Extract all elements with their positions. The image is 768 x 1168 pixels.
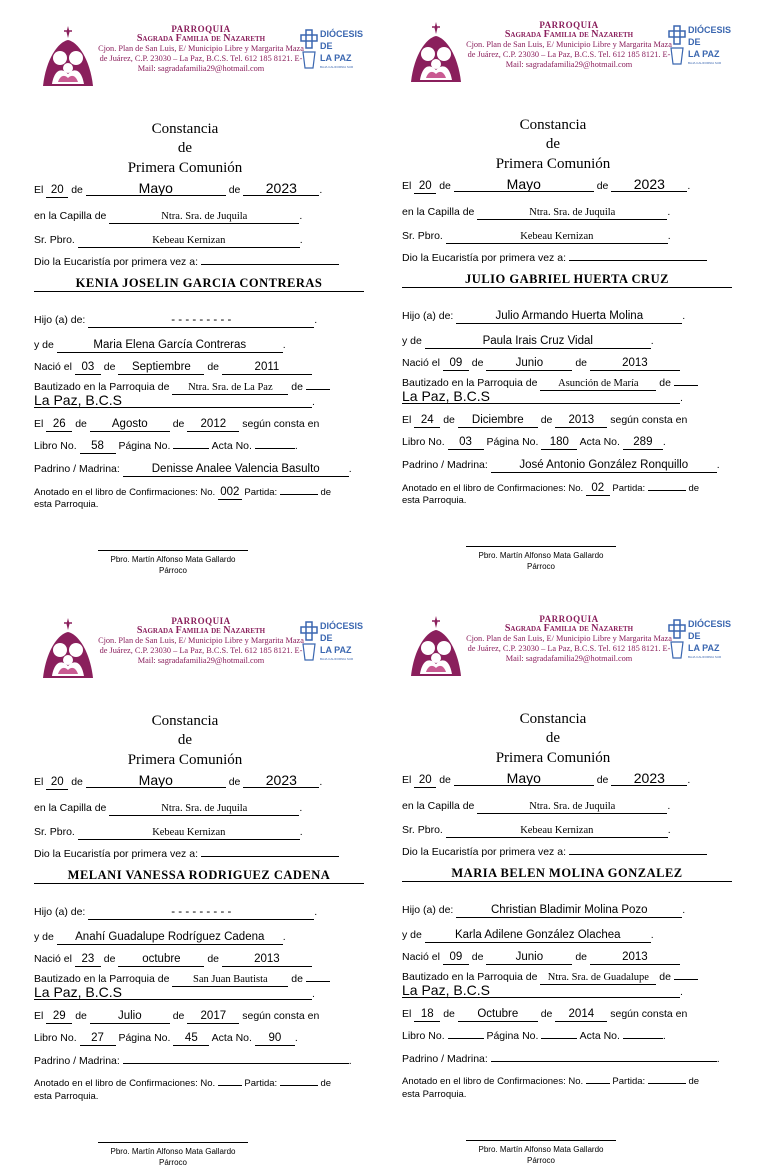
bap-day: 24 [414, 414, 440, 428]
priest-value: Kebeau Kernizan [446, 824, 668, 838]
parish-note: esta Parroquia. [402, 495, 467, 506]
parish-name: Sagrada Familia de Nazareth [136, 625, 266, 636]
baptism-parish: San Juan Bautista [172, 973, 288, 987]
baptism-place-row: La Paz, B.C.S . [34, 392, 315, 408]
parish-address: Cjon. Plan de San Luis, E/ Municipio Libre y Margarita Maza de Juárez, C.P. 23030 – La Paz, B.C.S. Tel. 612 185 8121. E-Mail: sagradafamilia29@hotmail.com [98, 44, 304, 73]
mother-row: y de Karla Adilene González Olachea . [402, 929, 654, 941]
eucharist-row: Dio la Eucaristía por primera vez a: [402, 252, 707, 264]
certificate-header [0, 20, 370, 120]
month-value: Mayo [86, 182, 226, 196]
certificate-4 [368, 610, 738, 1165]
father-value: Julio Armando Huerta Molina [456, 310, 682, 324]
parish-address: Cjon. Plan de San Luis, E/ Municipio Libre y Margarita Maza de Juárez, C.P. 23030 – La Paz, B.C.S. Tel. 612 185 8121. E-Mail: sagradafamilia29@hotmail.com [466, 634, 672, 663]
bap-year: 2017 [187, 1010, 239, 1024]
month-value: Mayo [86, 774, 226, 788]
eucharist-row: Dio la Eucaristía por primera vez a: [34, 848, 339, 860]
chapel-value: Ntra. Sra. de Juquila [109, 210, 299, 224]
signature-name: Pbro. Martín Alfonso Mata Gallardo [478, 1145, 604, 1154]
baptism-place-row: La Paz, B.C.S . [34, 984, 315, 1000]
bap-month: Agosto [90, 418, 170, 432]
certificate-header [0, 612, 370, 712]
baptism-parish: Asunción de María [540, 377, 656, 391]
birth-day: 09 [443, 951, 469, 965]
baptism-date-row: El 24 de Diciembre de 2013 según consta en [402, 414, 688, 426]
diocese-line3: LA PAZ [688, 643, 720, 653]
parish-label: PARROQUIA [171, 616, 231, 626]
signature-name: Pbro. Martín Alfonso Mata Gallardo [478, 551, 604, 560]
diocese-logo [668, 22, 738, 78]
title-line2: de [177, 140, 193, 156]
birth-row: Nació el 09 de Junio de 2013 [402, 357, 680, 371]
certificate-2 [368, 16, 738, 576]
priest-row: Sr. Pbro. Kebeau Kernizan . [402, 824, 671, 836]
birth-row: Nació el 09 de Junio de 2013 [402, 951, 680, 965]
baptism-place: La Paz, B.C.S [34, 394, 312, 408]
birth-month: octubre [118, 953, 204, 967]
signature-name: Pbro. Martín Alfonso Mata Gallardo [110, 555, 236, 564]
godparent-value [123, 1063, 349, 1064]
communicant-name: MELANI VANESSA RODRIGUEZ CADENA [34, 868, 364, 884]
diocese-line3: LA PAZ [320, 53, 352, 63]
diocese-cross-icon [301, 622, 317, 660]
birth-year: 2013 [222, 953, 312, 967]
book-value: 27 [80, 1032, 116, 1046]
mother-value: Maria Elena García Contreras [57, 339, 283, 353]
birth-day: 09 [443, 357, 469, 371]
act-value [255, 448, 295, 449]
eucharist-row: Dio la Eucaristía por primera vez a: [402, 846, 707, 858]
priest-row: Sr. Pbro. Kebeau Kernizan . [34, 826, 303, 838]
diocese-line1: DIÓCESIS [320, 621, 364, 631]
godparent-value: Denisse Analee Valencia Basulto [123, 463, 349, 477]
title-line2: de [177, 732, 193, 748]
act-value [623, 1038, 663, 1039]
holy-family-logo-icon [38, 616, 98, 686]
book-row: Libro No. Página No. Acta No. . [402, 1030, 666, 1042]
diocese-line1: DIÓCESIS [688, 25, 732, 35]
birth-month: Junio [486, 357, 572, 371]
chapel-row: en la Capilla de Ntra. Sra. de Juquila . [34, 802, 303, 814]
birth-day: 03 [75, 361, 101, 375]
signature-role: Párroco [158, 1158, 187, 1167]
parish-address: Cjon. Plan de San Luis, E/ Municipio Libre y Margarita Maza de Juárez, C.P. 23030 – La Paz, B.C.S. Tel. 612 185 8121. E-Mail: sagradafamilia29@hotmail.com [466, 40, 672, 69]
priest-row: Sr. Pbro. Kebeau Kernizan . [34, 234, 303, 246]
day-value: 20 [46, 776, 68, 790]
parish-label: PARROQUIA [171, 24, 231, 34]
title-line3: Primera Comunión [127, 160, 243, 176]
diocese-tag: BAJA CALIFORNIA SUR [688, 61, 722, 65]
diocese-cross-icon [669, 26, 685, 64]
diocese-logo [300, 618, 370, 674]
parish-label: PARROQUIA [539, 20, 599, 30]
bap-year: 2014 [555, 1008, 607, 1022]
year-value: 2023 [243, 774, 319, 788]
baptism-date-row: El 29 de Julio de 2017 según consta en [34, 1010, 320, 1022]
diocese-line1: DIÓCESIS [320, 29, 364, 39]
godparent-row: Padrino / Madrina: . [402, 1053, 720, 1065]
communicant-name: JULIO GABRIEL HUERTA CRUZ [402, 272, 732, 288]
book-value: 58 [80, 440, 116, 454]
baptism-place-row: La Paz, B.C.S . [402, 982, 683, 998]
book-row: Libro No. 58 Página No. Acta No. . [34, 440, 298, 452]
holy-family-logo-icon [38, 24, 98, 94]
birth-month: Septiembre [118, 361, 204, 375]
confirmation-no [586, 1083, 610, 1084]
page-value: 45 [173, 1032, 209, 1046]
mother-value: Karla Adilene González Olachea [425, 929, 651, 943]
parish-name: Sagrada Familia de Nazareth [504, 623, 634, 634]
baptism-place-row: La Paz, B.C.S . [402, 388, 683, 404]
diocese-cross-icon [669, 620, 685, 658]
month-value: Mayo [454, 772, 594, 786]
bap-year: 2012 [187, 418, 239, 432]
day-value: 20 [46, 184, 68, 198]
parish-label: PARROQUIA [539, 614, 599, 624]
baptism-parish: Ntra. Sra. de Guadalupe [540, 971, 656, 985]
chapel-value: Ntra. Sra. de Juquila [477, 800, 667, 814]
bap-month: Diciembre [458, 414, 538, 428]
diocese-logo [668, 616, 738, 672]
certificate-3 [0, 612, 370, 1167]
book-value: 03 [448, 436, 484, 450]
diocese-tag: BAJA CALIFORNIA SUR [320, 65, 354, 69]
chapel-row: en la Capilla de Ntra. Sra. de Juquila . [34, 210, 303, 222]
confirmation-no [218, 1085, 242, 1086]
title-line3: Primera Comunión [495, 156, 611, 172]
page-value [541, 1038, 577, 1039]
month-value: Mayo [454, 178, 594, 192]
book-row: Libro No. 27 Página No. 45 Acta No. 90 . [34, 1032, 298, 1044]
birth-year: 2013 [590, 951, 680, 965]
bap-year: 2013 [555, 414, 607, 428]
parish-note: esta Parroquia. [34, 1091, 99, 1102]
signature-role: Párroco [526, 1156, 555, 1165]
godparent-row: Padrino / Madrina: José Antonio González Ronquillo . [402, 459, 720, 471]
confirmation-no: 002 [218, 486, 242, 500]
eucharist-row: Dio la Eucaristía por primera vez a: [34, 256, 339, 268]
title-line3: Primera Comunión [127, 752, 243, 768]
priest-value: Kebeau Kernizan [446, 230, 668, 244]
bap-day: 29 [46, 1010, 72, 1024]
diocese-line1: DIÓCESIS [688, 619, 732, 629]
diocese-tag: BAJA CALIFORNIA SUR [688, 655, 722, 659]
parish-info [464, 614, 674, 664]
page-value: 180 [541, 436, 577, 450]
signature-role: Párroco [526, 562, 555, 571]
holy-family-logo-icon [406, 20, 466, 90]
holy-family-logo-icon [406, 614, 466, 684]
mother-value: Anahí Guadalupe Rodríguez Cadena [57, 931, 283, 945]
birth-month: Junio [486, 951, 572, 965]
priest-value: Kebeau Kernizan [78, 826, 300, 840]
bap-day: 18 [414, 1008, 440, 1022]
parish-note: esta Parroquia. [34, 499, 99, 510]
signature-line [98, 550, 248, 551]
chapel-row: en la Capilla de Ntra. Sra. de Juquila . [402, 800, 671, 812]
priest-value: Kebeau Kernizan [78, 234, 300, 248]
chapel-value: Ntra. Sra. de Juquila [109, 802, 299, 816]
diocese-line3: LA PAZ [688, 49, 720, 59]
day-value: 20 [414, 774, 436, 788]
year-value: 2023 [243, 182, 319, 196]
confirmation-row: Anotado en el libro de Confirmaciones: No. 02 Partida: de [402, 482, 700, 494]
parish-info [96, 616, 306, 666]
confirmation-row: Anotado en el libro de Confirmaciones: No. Partida: de [402, 1076, 700, 1087]
certificate-header [368, 16, 738, 116]
mother-row: y de Maria Elena García Contreras . [34, 339, 286, 351]
godparent-value [491, 1061, 717, 1062]
page-value [173, 448, 209, 449]
title-line3: Primera Comunión [495, 750, 611, 766]
date-row: El 20 de Mayo de 2023 . [402, 770, 691, 786]
parish-name: Sagrada Familia de Nazareth [136, 33, 266, 44]
year-value: 2023 [611, 178, 687, 192]
diocese-line2: DE [688, 37, 701, 47]
baptism-row: Bautizado en la Parroquia de Asunción de María de [402, 377, 698, 391]
book-row: Libro No. 03 Página No. 180 Acta No. 289 . [402, 436, 666, 448]
date-row: El 20 de Mayo de 2023 . [34, 772, 323, 788]
parish-address: Cjon. Plan de San Luis, E/ Municipio Libre y Margarita Maza de Juárez, C.P. 23030 – La Paz, B.C.S. Tel. 612 185 8121. E-Mail: sagradafamilia29@hotmail.com [98, 636, 304, 665]
parish-name: Sagrada Familia de Nazareth [504, 29, 634, 40]
parish-note: esta Parroquia. [402, 1089, 467, 1100]
godparent-value: José Antonio González Ronquillo [491, 459, 717, 473]
signature-line [466, 1140, 616, 1141]
diocese-line2: DE [320, 41, 333, 51]
father-row: Hijo (a) de: - - - - - - - - - . [34, 314, 318, 326]
day-value: 20 [414, 180, 436, 194]
diocese-line2: DE [688, 631, 701, 641]
bap-month: Julio [90, 1010, 170, 1024]
baptism-date-row: El 26 de Agosto de 2012 según consta en [34, 418, 320, 430]
signature-line [466, 546, 616, 547]
baptism-place: La Paz, B.C.S [34, 986, 312, 1000]
father-value: Christian Bladimir Molina Pozo [456, 904, 682, 918]
date-row: El 20 de Mayo de 2023 . [34, 180, 323, 196]
godparent-row: Padrino / Madrina: . [34, 1055, 352, 1067]
act-value: 90 [255, 1032, 295, 1046]
signature-name: Pbro. Martín Alfonso Mata Gallardo [110, 1147, 236, 1156]
father-row: Hijo (a) de: - - - - - - - - - . [34, 906, 318, 918]
baptism-date-row: El 18 de Octubre de 2014 según consta en [402, 1008, 688, 1020]
certificate-header [368, 610, 738, 710]
baptism-row: Bautizado en la Parroquia de Ntra. Sra. de La Paz de [34, 381, 330, 395]
birth-row: Nació el 23 de octubre de 2013 [34, 953, 312, 967]
mother-row: y de Anahí Guadalupe Rodríguez Cadena . [34, 931, 286, 943]
title-line1: Constancia [519, 117, 587, 133]
baptism-row: Bautizado en la Parroquia de Ntra. Sra. de Guadalupe de [402, 971, 698, 985]
diocese-line2: DE [320, 633, 333, 643]
title-line1: Constancia [151, 121, 219, 137]
baptism-parish: Ntra. Sra. de La Paz [172, 381, 288, 395]
diocese-cross-icon [301, 30, 317, 68]
mother-row: y de Paula Irais Cruz Vidal . [402, 335, 654, 347]
baptism-row: Bautizado en la Parroquia de San Juan Bautista de [34, 973, 330, 987]
godparent-row: Padrino / Madrina: Denisse Analee Valencia Basulto . [34, 463, 352, 475]
book-value [448, 1038, 484, 1039]
birth-year: 2011 [222, 361, 312, 375]
signature-role: Párroco [158, 566, 187, 575]
signature-line [98, 1142, 248, 1143]
parish-info [96, 24, 306, 74]
diocese-line3: LA PAZ [320, 645, 352, 655]
priest-row: Sr. Pbro. Kebeau Kernizan . [402, 230, 671, 242]
certificate-1 [0, 20, 370, 580]
year-value: 2023 [611, 772, 687, 786]
bap-day: 26 [46, 418, 72, 432]
birth-year: 2013 [590, 357, 680, 371]
diocese-logo [300, 26, 370, 82]
communicant-name: KENIA JOSELIN GARCIA CONTRERAS [34, 276, 364, 292]
confirmation-row: Anotado en el libro de Confirmaciones: No. 002 Partida: de [34, 486, 332, 498]
title-line2: de [545, 136, 561, 152]
confirmation-row: Anotado en el libro de Confirmaciones: No. Partida: de [34, 1078, 332, 1089]
title-line1: Constancia [151, 713, 219, 729]
father-value: - - - - - - - - - [88, 906, 314, 920]
act-value: 289 [623, 436, 663, 450]
birth-day: 23 [75, 953, 101, 967]
parish-info [464, 20, 674, 70]
father-row: Hijo (a) de: Christian Bladimir Molina Pozo . [402, 904, 686, 916]
father-value: - - - - - - - - - [88, 314, 314, 328]
title-line2: de [545, 730, 561, 746]
bap-month: Octubre [458, 1008, 538, 1022]
confirmation-no: 02 [586, 482, 610, 496]
mother-value: Paula Irais Cruz Vidal [425, 335, 651, 349]
diocese-tag: BAJA CALIFORNIA SUR [320, 657, 354, 661]
baptism-place: La Paz, B.C.S [402, 984, 680, 998]
baptism-place: La Paz, B.C.S [402, 390, 680, 404]
communicant-name: MARIA BELEN MOLINA GONZALEZ [402, 866, 732, 882]
chapel-row: en la Capilla de Ntra. Sra. de Juquila . [402, 206, 671, 218]
father-row: Hijo (a) de: Julio Armando Huerta Molina . [402, 310, 686, 322]
birth-row: Nació el 03 de Septiembre de 2011 [34, 361, 312, 375]
title-line1: Constancia [519, 711, 587, 727]
chapel-value: Ntra. Sra. de Juquila [477, 206, 667, 220]
date-row: El 20 de Mayo de 2023 . [402, 176, 691, 192]
